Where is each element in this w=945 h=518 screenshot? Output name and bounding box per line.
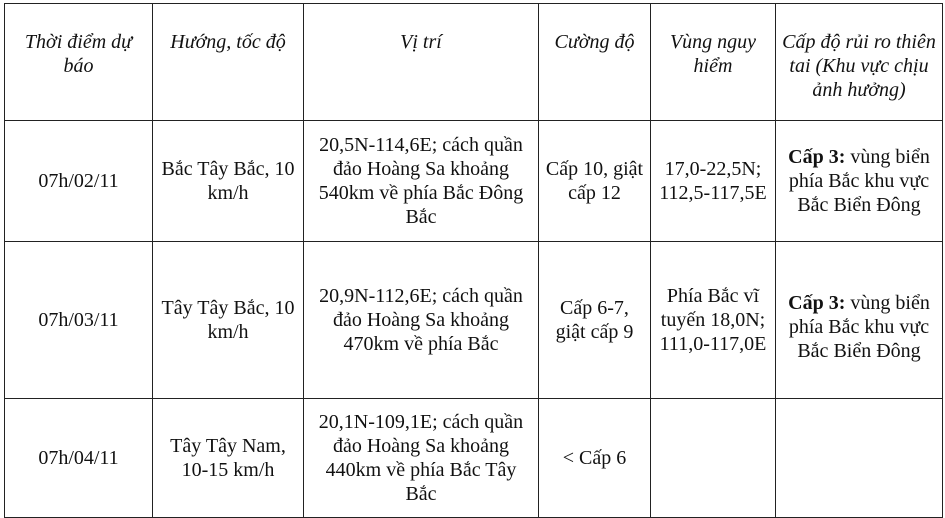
header-time: Thời điểm dự báo — [5, 4, 153, 121]
cell-risk-level — [776, 121, 943, 242]
cell-danger-zone: 17,0-22,5N; 112,5-117,5E — [651, 121, 776, 242]
header-direction: Hướng, tốc độ — [153, 4, 304, 121]
risk-level-text: vùng biển phía Bắc khu vực Bắc Biển Đông — [788, 146, 930, 216]
cell-time: 07h/03/11 — [5, 242, 153, 399]
risk-level-text: vùng biển phía Bắc khu vực Bắc Biển Đông — [788, 292, 930, 362]
cell-danger-zone: Phía Bắc vĩ tuyến 18,0N; 111,0-117,0E — [651, 242, 776, 399]
cell-direction: Bắc Tây Bắc, 10 km/h — [153, 121, 304, 242]
cell-direction: Tây Tây Nam, 10-15 km/h — [153, 399, 304, 518]
header-position: Vị trí — [304, 4, 539, 121]
risk-level-label: Cấp 3: — [788, 146, 846, 168]
cell-risk-level — [776, 399, 943, 518]
cell-time: 07h/02/11 — [5, 121, 153, 242]
table-row — [5, 121, 943, 242]
cell-danger-zone — [651, 399, 776, 518]
header-danger-zone: Vùng nguy hiểm — [651, 4, 776, 121]
cell-time: 07h/04/11 — [5, 399, 153, 518]
cell-intensity: Cấp 6-7, giật cấp 9 — [539, 242, 651, 399]
table-row — [5, 242, 943, 399]
cell-position: 20,5N-114,6E; cách quần đảo Hoàng Sa khoảng 540km về phía Bắc Đông Bắc — [304, 121, 539, 242]
header-intensity: Cường độ — [539, 4, 651, 121]
risk-level-label: Cấp 3: — [788, 292, 846, 314]
cell-intensity: < Cấp 6 — [539, 399, 651, 518]
cell-intensity: Cấp 10, giật cấp 12 — [539, 121, 651, 242]
cell-direction: Tây Tây Bắc, 10 km/h — [153, 242, 304, 399]
header-row — [5, 4, 943, 121]
storm-forecast-table — [4, 3, 943, 518]
cell-position: 20,1N-109,1E; cách quần đảo Hoàng Sa khoảng 440km về phía Bắc Tây Bắc — [304, 399, 539, 518]
header-risk-level: Cấp độ rủi ro thiên tai (Khu vực chịu ảnh hưởng) — [776, 4, 943, 121]
cell-position: 20,9N-112,6E; cách quần đảo Hoàng Sa khoảng 470km về phía Bắc — [304, 242, 539, 399]
cell-risk-level — [776, 242, 943, 399]
table-row — [5, 399, 943, 518]
